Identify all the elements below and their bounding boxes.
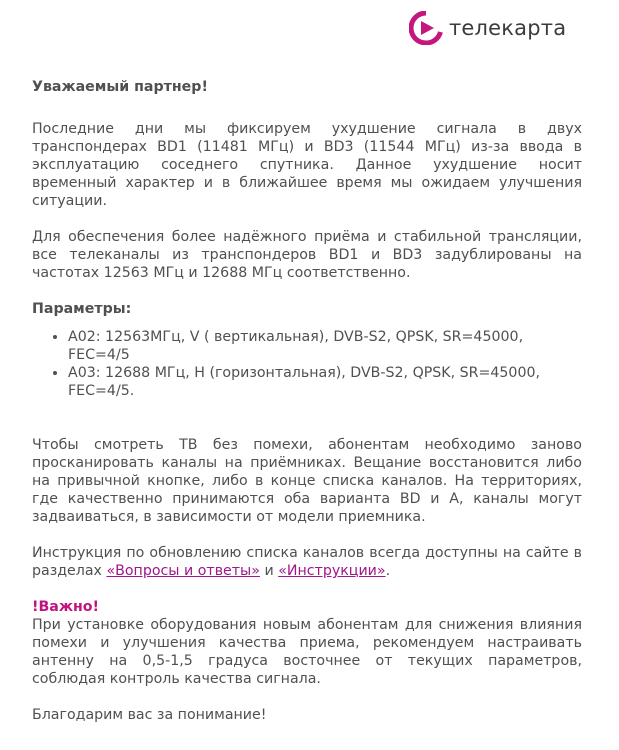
instructions-suffix: . bbox=[385, 563, 391, 579]
letter-body bbox=[32, 78, 582, 724]
telekarta-logo-icon bbox=[409, 11, 443, 45]
faq-link[interactable]: «Вопросы и ответы» bbox=[106, 563, 260, 579]
instructions-and: и bbox=[259, 563, 279, 579]
greeting: Уважаемый партнер! bbox=[32, 79, 208, 95]
paragraph-duplicated-frequencies: Для обеспечения более надёжного приёма и стабильной трансляции, все телеканалы из транспондеров BD1 и BD3 задублированы на частотах 12563 МГц и 12688 МГц соответственно. bbox=[32, 229, 582, 281]
instructions-prefix: Инструкция по обновлению списка каналов всегда доступны на сайте в разделах bbox=[32, 545, 582, 579]
paragraph-instructions bbox=[32, 544, 582, 580]
logo-text: телекарта bbox=[449, 16, 567, 40]
params-title: Параметры: bbox=[32, 301, 132, 317]
header bbox=[0, 0, 619, 62]
paragraph-signal-degradation: Последние дни мы фиксируем ухудшение сигнала в двух транспондерах BD1 (11481 МГц) и BD3 (11544 МГц) из-за ввода в эксплуатацию соседнего спутника. Данное ухудшение носит временный характер и в ближайшее время мы ожидаем улучшения ситуации. bbox=[32, 121, 582, 209]
telekarta-logo[interactable] bbox=[409, 11, 566, 45]
important-title: !Важно! bbox=[32, 599, 99, 615]
paragraph-important: При установке оборудования новым абонентам для снижения влияния помехи и улучшения качества приема, рекомендуем настраивать антенну на 0,5-1,5 градуса восточнее от текущих параметров, соблюдая контроль качества сигнала. bbox=[32, 617, 582, 687]
instructions-link[interactable]: «Инструкции» bbox=[278, 563, 386, 579]
thanks-text: Благодарим вас за понимание! bbox=[32, 707, 267, 723]
param-item-a02: • A02: 12563МГц, V ( вертикальная), DVB-S2, QPSK, SR=45000, FEC=4/5 bbox=[68, 328, 582, 364]
params-list bbox=[32, 328, 582, 400]
paragraph-rescan-channels: Чтобы смотреть ТВ без помехи, абонентам необходимо заново просканировать каналы на приёмниках. Вещание восстановится либо на привычной кнопке, либо в конце списка каналов. На территориях, где качественно принимаются оба варианта BD и A, каналы могут задваиваться, в зависимости от модели приемника. bbox=[32, 437, 582, 525]
param-item-a03: • A03: 12688 МГц, H (горизонтальная), DVB-S2, QPSK, SR=45000, FEC=4/5. bbox=[68, 364, 582, 400]
